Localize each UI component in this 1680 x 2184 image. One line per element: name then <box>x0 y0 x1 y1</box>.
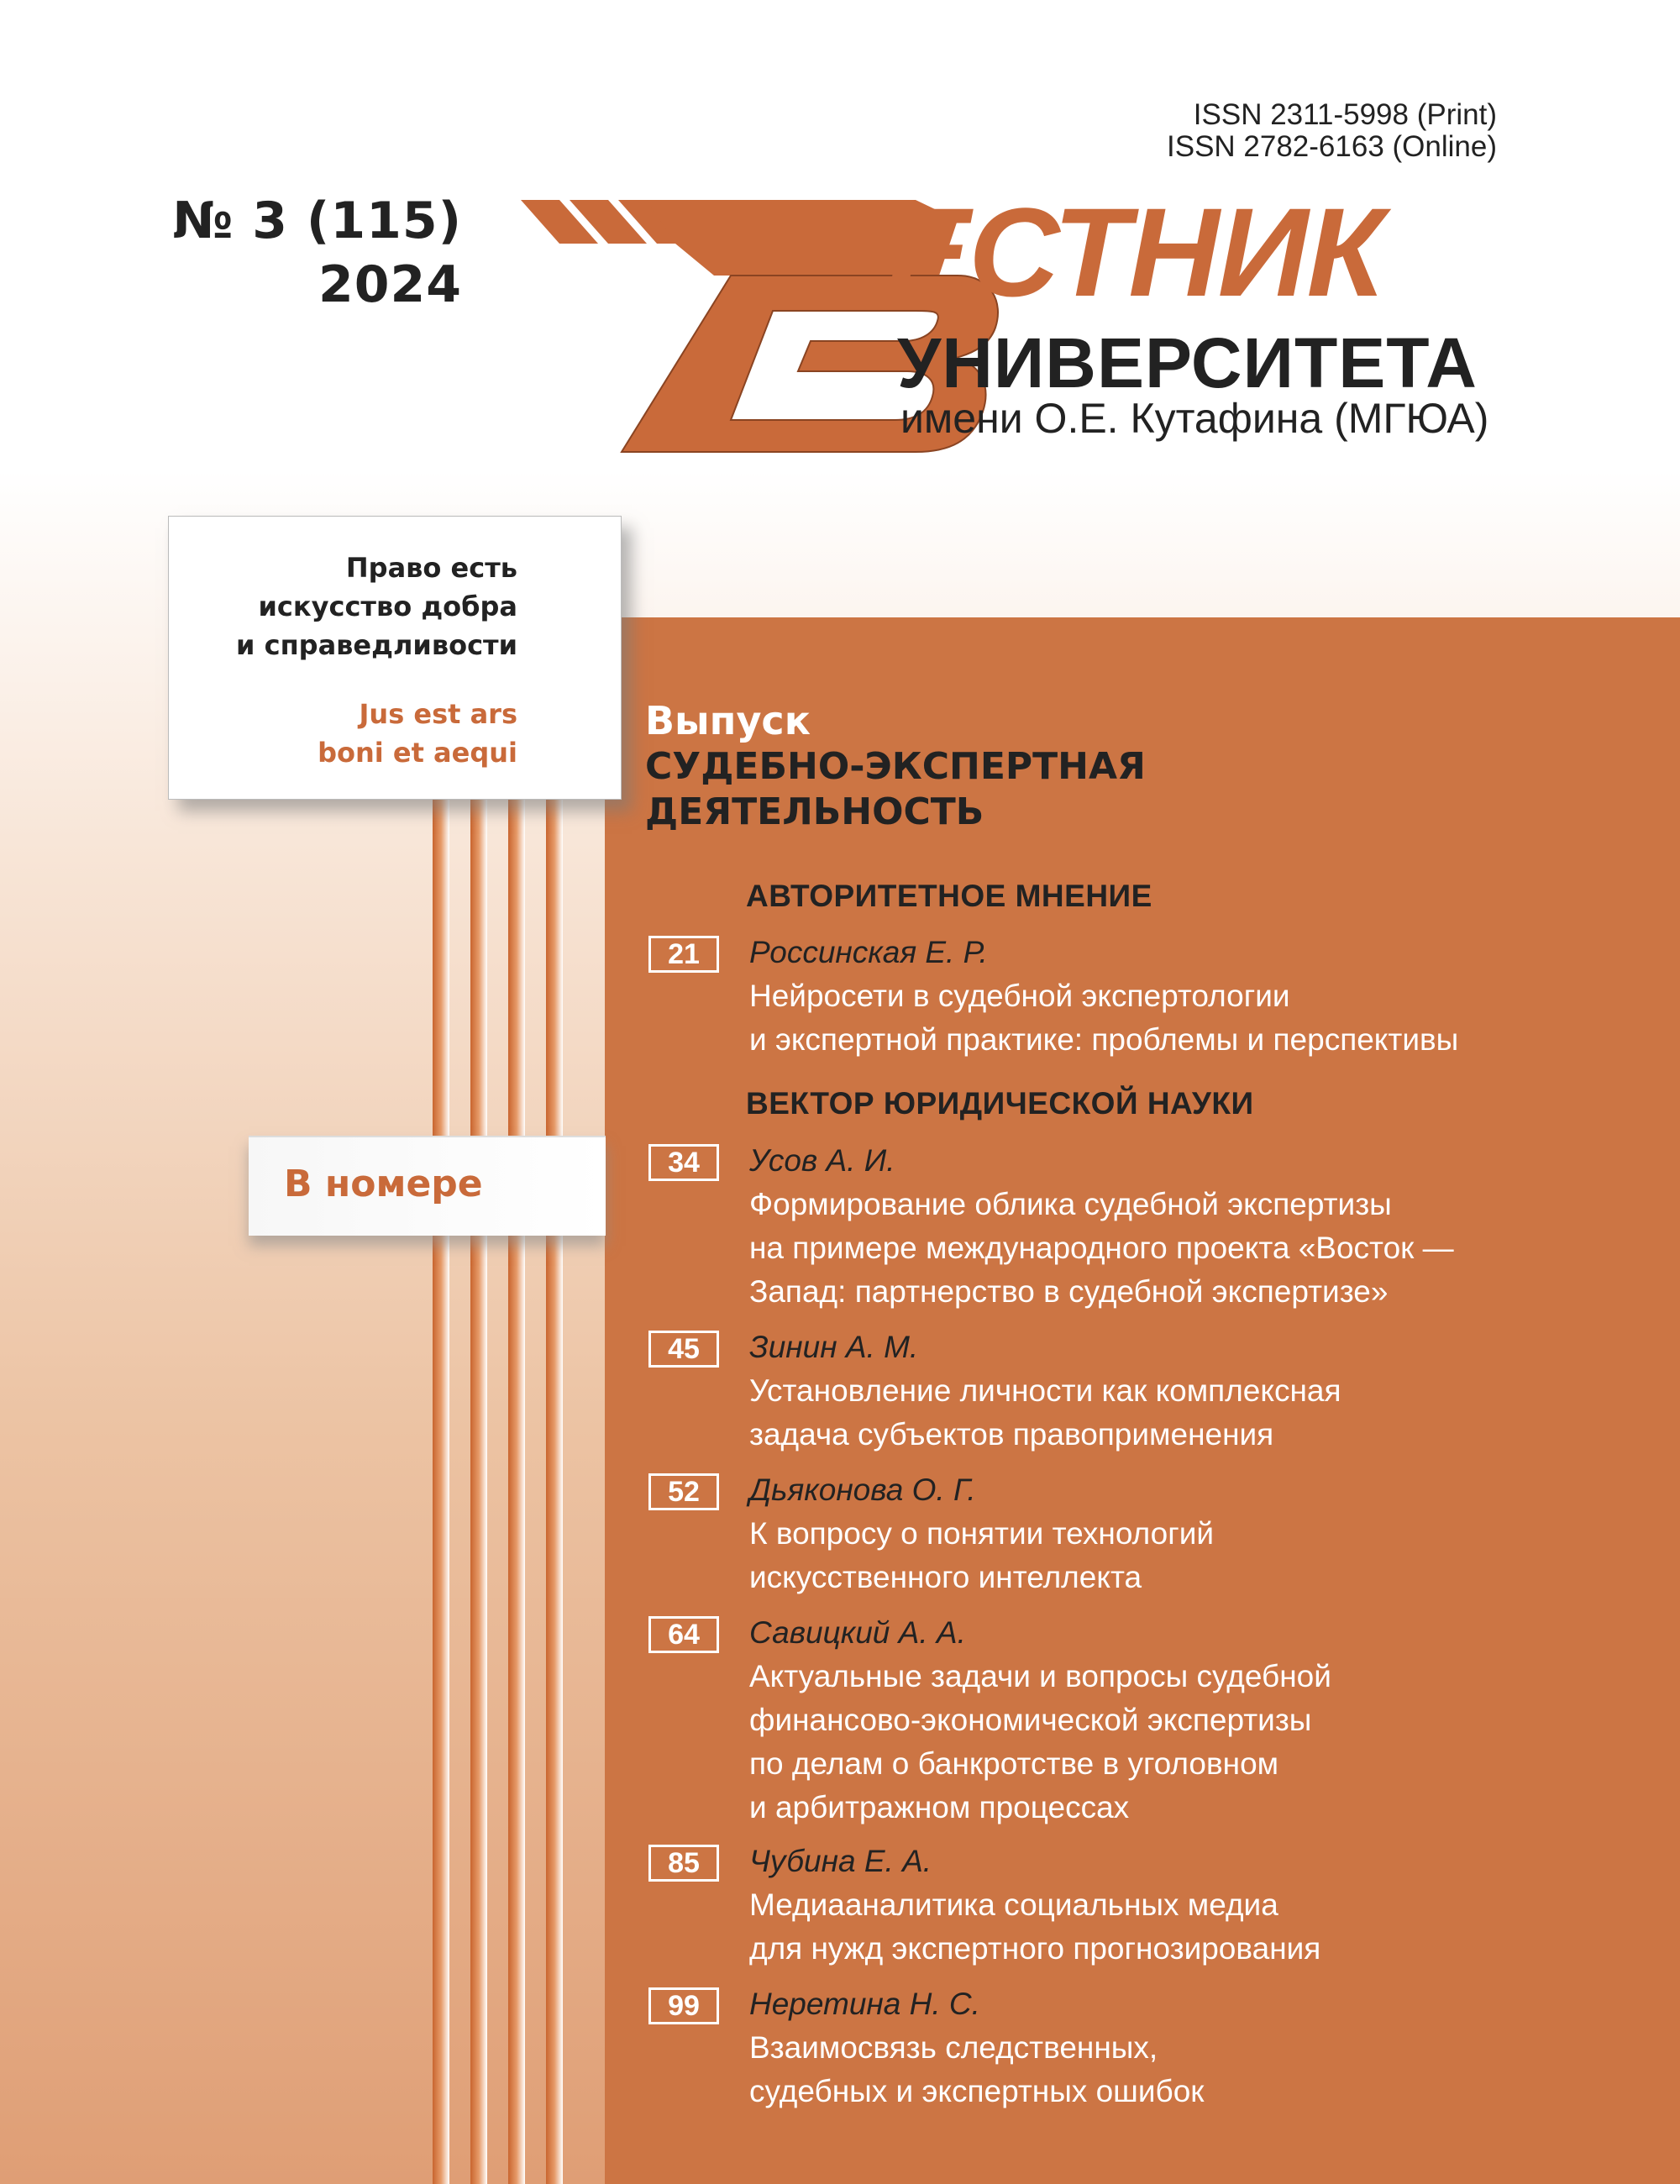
article-author: Чубина Е. А. <box>749 1844 932 1878</box>
issue-number-block <box>139 189 462 317</box>
issue-word: Выпуск <box>645 698 811 743</box>
decorative-stripe <box>470 790 487 2184</box>
article-title: Актуальные задачи и вопросы судебной финансово-экономической экспертизы по делам о банкротстве в уголовном и арбитражном процессах <box>749 1659 1331 1824</box>
article-title: Нейросети в судебной экспертологии и экспертной практике: проблемы и перспективы <box>749 979 1459 1057</box>
article-author: Савицкий А. А. <box>749 1615 966 1650</box>
article-title: К вопросу о понятии технологий искусственного интеллекта <box>749 1516 1215 1594</box>
page-number-badge: 52 <box>648 1473 719 1510</box>
article-author: Усов А. И. <box>749 1143 895 1178</box>
article-author: Россинская Е. Р. <box>749 935 988 969</box>
motto-latin: Jus est ars boni et aequi <box>318 698 517 769</box>
article-author: Дьяконова О. Г. <box>749 1473 976 1507</box>
in-issue-banner <box>249 1136 606 1236</box>
page-number-badge: 85 <box>648 1845 719 1882</box>
in-issue-label: В номере <box>284 1163 483 1205</box>
article-title: Формирование облика судебной экспертизы на примере международного проекта «Восток — Запад: партнерство в судебной экспертизе» <box>749 1187 1454 1309</box>
page-number-badge: 21 <box>648 936 719 973</box>
article-author: Зинин А. М. <box>749 1330 919 1364</box>
motto-russian: Право есть искусство добра и справедливости <box>236 552 517 661</box>
journal-title-vestnik: ЕСТНИК <box>886 181 1383 323</box>
issue-number: № 3 (115) <box>172 192 462 250</box>
page-number-badge: 34 <box>648 1144 719 1181</box>
issn-block <box>1167 99 1497 163</box>
article-title: Медиааналитика социальных медиа для нужд экспертного прогнозирования <box>749 1887 1321 1966</box>
decorative-stripe <box>433 790 449 2184</box>
article-author: Неретина Н. С. <box>749 1987 980 2021</box>
decorative-stripe <box>508 790 525 2184</box>
decorative-stripe <box>546 790 563 2184</box>
issue-title: СУДЕБНО-ЭКСПЕРТНАЯ ДЕЯТЕЛЬНОСТЬ <box>645 745 1146 833</box>
page-number-badge: 99 <box>648 1987 719 2024</box>
article-title: Взаимосвязь следственных, судебных и экспертных ошибок <box>749 2030 1205 2108</box>
issue-year: 2024 <box>318 255 462 314</box>
page-number-badge: 64 <box>648 1616 719 1653</box>
page-number-badge: 45 <box>648 1331 719 1368</box>
section-heading: АВТОРИТЕТНОЕ МНЕНИЕ <box>746 879 1152 913</box>
motto-box <box>168 516 622 800</box>
article-title: Установление личности как комплексная задача субъектов правоприменения <box>749 1373 1341 1452</box>
issn-print: ISSN 2311-5998 (Print) <box>1193 98 1497 131</box>
journal-title-named-after: имени О.Е. Кутафина (МГЮА) <box>900 395 1489 442</box>
journal-title-university: УНИВЕРСИТЕТА <box>897 323 1478 402</box>
issn-online: ISSN 2782-6163 (Online) <box>1167 130 1497 163</box>
section-heading: ВЕКТОР ЮРИДИЧЕСКОЙ НАУКИ <box>746 1086 1254 1121</box>
